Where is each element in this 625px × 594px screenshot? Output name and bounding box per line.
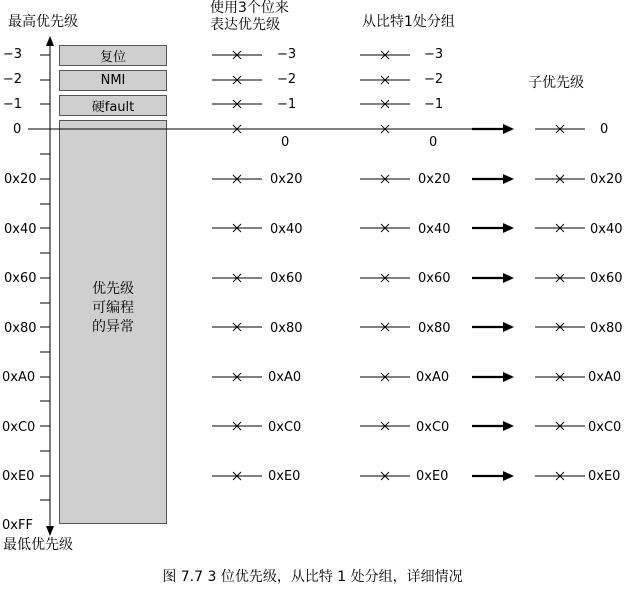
sub-value-0x40: 0x40 xyxy=(590,222,623,237)
col1-fixed-neg1: −1 xyxy=(424,97,444,112)
group-from-bit1-header: 从比特1处分组 xyxy=(362,14,455,30)
reset-exception-box: 复位 xyxy=(59,45,167,66)
axis-level-0: 0 xyxy=(13,122,22,137)
axis-level-0x80: 0x80 xyxy=(4,321,37,336)
axis-level-0x20: 0x20 xyxy=(4,172,37,187)
sub-value-0: 0 xyxy=(600,122,609,137)
highest-priority-label: 最高优先级 xyxy=(8,14,78,30)
col3-value-0: 0 xyxy=(281,135,290,150)
axis-level-0x60: 0x60 xyxy=(4,271,37,286)
programmable-line2: 可编程 xyxy=(92,300,134,316)
col3-value-0x20: 0x20 xyxy=(270,172,303,187)
arrow-row-0 xyxy=(472,124,514,134)
col3-value-0xC0: 0xC0 xyxy=(268,420,302,435)
sub-value-0xC0: 0xC0 xyxy=(588,420,622,435)
axis-level-neg3: −3 xyxy=(2,47,22,62)
programmable-line3: 的异常 xyxy=(92,319,134,335)
col3-value-0x60: 0x60 xyxy=(270,271,303,286)
programmable-line1: 优先级 xyxy=(92,281,134,297)
arrow-row-0x80 xyxy=(472,322,514,332)
nmi-exception-box: NMI xyxy=(59,70,167,91)
sub-value-0x60: 0x60 xyxy=(590,271,623,286)
three-bit-header-line2: 表达优先级 xyxy=(210,17,280,33)
col3-fixed-neg1: −1 xyxy=(277,97,297,112)
col1-fixed-neg2: −2 xyxy=(424,72,444,87)
hardfault-exception-box: 硬fault xyxy=(59,95,167,116)
three-bit-header-line1: 使用3个位来 xyxy=(210,0,289,16)
axis-level-0xA0: 0xA0 xyxy=(2,370,36,385)
arrow-row-0xC0 xyxy=(472,421,514,431)
col1-value-0x80: 0x80 xyxy=(418,321,451,336)
arrow-row-0x40 xyxy=(472,223,514,233)
lowest-priority-label: 最低优先级 xyxy=(3,537,73,553)
arrow-row-0xA0 xyxy=(472,372,514,382)
sub-value-0xA0: 0xA0 xyxy=(588,370,622,385)
sub-value-0x20: 0x20 xyxy=(590,172,623,187)
sub-value-0x80: 0x80 xyxy=(590,321,623,336)
arrow-row-0x20 xyxy=(472,174,514,184)
col3-value-0xE0: 0xE0 xyxy=(268,469,301,484)
figure-caption: 图 7.7 3 位优先级，从比特 1 处分组，详细情况 xyxy=(162,569,463,585)
axis-level-0xC0: 0xC0 xyxy=(2,420,36,435)
col1-fixed-neg3: −3 xyxy=(424,47,444,62)
arrow-row-0xE0 xyxy=(472,471,514,481)
axis-arrow-up xyxy=(46,36,54,46)
subpriority-header: 子优先级 xyxy=(528,75,584,91)
col3-value-0xA0: 0xA0 xyxy=(268,370,302,385)
axis-level-neg1: −1 xyxy=(2,97,22,112)
col3-value-0x40: 0x40 xyxy=(270,222,303,237)
axis-arrow-down xyxy=(46,526,54,536)
col1-value-0: 0 xyxy=(429,135,438,150)
col3-fixed-neg2: −2 xyxy=(277,72,297,87)
col1-value-0xC0: 0xC0 xyxy=(416,420,450,435)
col1-value-0x40: 0x40 xyxy=(418,222,451,237)
col3-fixed-neg3: −3 xyxy=(277,47,297,62)
axis-level-0xE0: 0xE0 xyxy=(2,469,35,484)
axis-level-0xFF: 0xFF xyxy=(2,518,33,533)
axis-level-neg2: −2 xyxy=(2,72,22,87)
col1-value-0xA0: 0xA0 xyxy=(416,370,450,385)
sub-value-0xE0: 0xE0 xyxy=(588,469,621,484)
col1-value-0xE0: 0xE0 xyxy=(416,469,449,484)
col3-value-0x80: 0x80 xyxy=(270,321,303,336)
col1-value-0x20: 0x20 xyxy=(418,172,451,187)
subpriority-arrows xyxy=(472,124,514,481)
col1-value-0x60: 0x60 xyxy=(418,271,451,286)
axis-level-0x40: 0x40 xyxy=(4,222,37,237)
arrow-row-0x60 xyxy=(472,273,514,283)
